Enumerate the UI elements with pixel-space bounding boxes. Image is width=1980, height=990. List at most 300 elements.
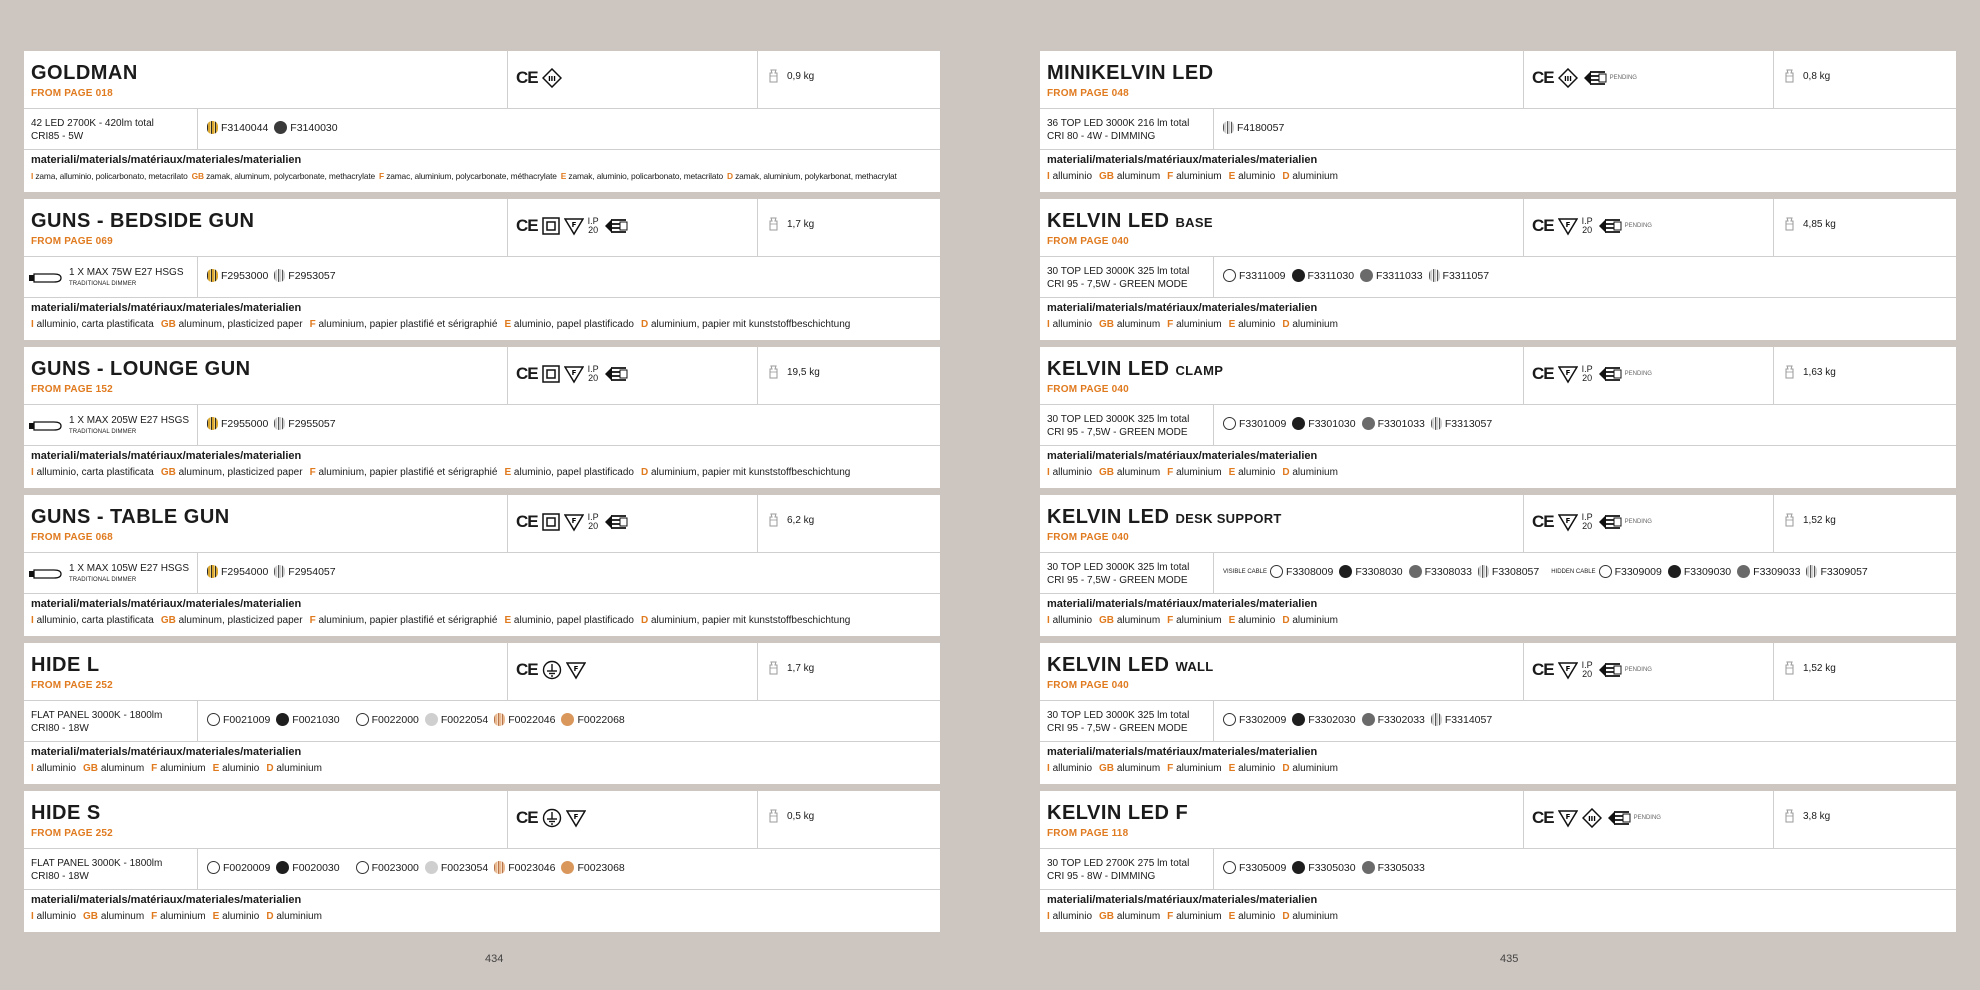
finish-options <box>207 417 342 430</box>
from-page-link[interactable]: FROM PAGE 040 <box>1047 384 1129 395</box>
finish-option[interactable] <box>494 861 555 874</box>
language-code: D <box>266 911 274 922</box>
product-name <box>1047 507 1282 529</box>
finish-option[interactable] <box>1292 417 1355 430</box>
material-text: aluminio <box>1238 319 1276 330</box>
finish-swatch-black <box>1668 565 1681 578</box>
spec-line-1: 1 X MAX 105W E27 HSGS <box>69 563 190 574</box>
finish-swatch-white <box>1223 269 1236 282</box>
language-code: GB <box>1099 171 1115 182</box>
svg-text:F: F <box>571 517 577 525</box>
finish-option[interactable] <box>1270 565 1333 578</box>
from-page-link[interactable]: FROM PAGE 069 <box>31 236 113 247</box>
material-text: aluminium <box>1176 171 1222 182</box>
ce-mark-icon: CE <box>1532 660 1554 679</box>
materials-row <box>24 890 940 932</box>
from-page-link[interactable]: FROM PAGE 018 <box>31 88 113 99</box>
finish-code: F3308030 <box>1355 565 1403 578</box>
finish-option[interactable] <box>1223 861 1286 874</box>
finish-swatch-stripe-copper <box>494 861 505 874</box>
finish-option[interactable] <box>274 269 335 282</box>
cert-pending-label: PENDING <box>1633 815 1661 821</box>
ce-mark-icon: CE <box>1532 512 1554 531</box>
finish-option[interactable] <box>356 713 419 726</box>
weight-icon <box>769 809 778 823</box>
svg-text:F: F <box>1565 665 1571 673</box>
materials-list <box>31 171 901 181</box>
light-spec <box>31 117 154 143</box>
materials-title: materiali/materials/matériaux/materiales/materialien <box>31 746 302 758</box>
cert-pending-label: PENDING <box>1624 519 1652 525</box>
finish-option[interactable] <box>276 861 339 874</box>
spec-line-1: FLAT PANEL 3000K - 1800lm <box>31 710 163 721</box>
finish-option[interactable] <box>274 121 337 134</box>
product-header <box>1040 199 1956 257</box>
spec-box <box>1040 553 1214 593</box>
spec-box <box>1040 701 1214 741</box>
material-text: aluminium, papier mit kunststoffbeschichtung <box>651 467 851 478</box>
material-entry <box>561 171 723 181</box>
weight <box>1785 217 1836 231</box>
product-card-minikelvin-led <box>1040 51 1956 192</box>
language-code: I <box>31 467 34 478</box>
language-code: D <box>1282 615 1290 626</box>
finish-code: F3313057 <box>1444 417 1493 430</box>
language-code: I <box>31 911 34 922</box>
material-entry <box>213 911 260 922</box>
material-entry <box>504 467 634 478</box>
product-card-kelvin-led-clamp <box>1040 347 1956 488</box>
ce-mark-icon: CE <box>516 808 538 827</box>
finish-option[interactable] <box>425 861 488 874</box>
material-entry <box>727 171 897 181</box>
finish-option[interactable] <box>207 713 270 726</box>
class-ii-icon <box>542 512 560 532</box>
spec-line-2: CRI 95 - 7,5W - GREEN MODE <box>1047 279 1188 290</box>
finish-swatch-stripe-silver <box>1431 713 1442 726</box>
finish-swatch-white <box>1223 861 1236 874</box>
finish-option[interactable] <box>1339 565 1402 578</box>
materials-title: materiali/materials/matériaux/materiales/materialien <box>1047 302 1318 314</box>
product-name-text: HIDE L <box>31 654 100 676</box>
weight-icon <box>1785 217 1794 231</box>
ce-mark-icon: CE <box>516 364 538 383</box>
material-text: aluminium <box>276 911 322 922</box>
spec-line-1: 1 X MAX 205W E27 HSGS <box>69 415 190 426</box>
finish-option[interactable] <box>1223 713 1286 726</box>
light-spec <box>31 857 162 883</box>
material-text: alluminio <box>1052 911 1093 922</box>
language-code: I <box>31 171 34 181</box>
weight <box>769 365 820 379</box>
product-name <box>31 655 100 677</box>
product-card-kelvin-led-desk-support <box>1040 495 1956 636</box>
materials-row <box>1040 150 1956 192</box>
class-ii-icon <box>542 364 560 384</box>
product-card-hide-l <box>24 643 940 784</box>
material-entry <box>1047 911 1092 922</box>
material-entry <box>504 615 634 626</box>
materials-row <box>1040 890 1956 932</box>
finish-option[interactable] <box>356 861 419 874</box>
material-text: alluminio, carta plastificata <box>36 467 154 478</box>
finish-option[interactable] <box>1409 565 1472 578</box>
finish-option[interactable] <box>1292 269 1355 282</box>
finish-swatch-grey <box>1362 861 1375 874</box>
product-name-text: KELVIN LED <box>1047 210 1170 232</box>
ip20-icon: I.P 20 <box>587 216 599 235</box>
page-number-left: 434 <box>485 953 504 965</box>
cert-pending-label: PENDING <box>1624 223 1652 229</box>
finish-option[interactable] <box>207 121 268 134</box>
finish-option[interactable] <box>276 713 339 726</box>
weight <box>1785 809 1830 823</box>
finish-option[interactable] <box>274 417 335 430</box>
material-text: zamak, aluminium, polykarbonat, methacrylat <box>735 171 897 181</box>
materials-title: materiali/materials/matériaux/materiales/materialien <box>1047 598 1318 610</box>
product-name-text: MINIKELVIN LED <box>1047 62 1214 84</box>
bulb-icon <box>28 568 62 580</box>
finish-code: F2955000 <box>221 417 269 430</box>
material-text: aluminio, papel plastificado <box>513 615 634 626</box>
weight <box>769 513 814 527</box>
product-spec-row <box>1040 701 1956 742</box>
language-code: E <box>1228 615 1236 626</box>
finish-swatch-white <box>1270 565 1283 578</box>
finish-option[interactable] <box>1360 269 1423 282</box>
finish-swatch-dark <box>274 121 287 134</box>
f-mark-icon <box>1558 660 1578 680</box>
finish-swatch-white <box>207 861 220 874</box>
finish-option[interactable] <box>207 861 270 874</box>
finish-option[interactable] <box>561 861 624 874</box>
finish-option[interactable] <box>274 565 335 578</box>
material-text: aluminium, papier plastifié et sérigraphié <box>318 319 498 330</box>
material-entry <box>1167 911 1221 922</box>
f-mark-icon <box>564 512 584 532</box>
from-page-link[interactable]: FROM PAGE 252 <box>31 828 113 839</box>
material-text: aluminium <box>276 763 322 774</box>
material-entry <box>1167 615 1221 626</box>
product-name-text: KELVIN LED <box>1047 506 1170 528</box>
language-code: F <box>1167 171 1174 182</box>
finish-option[interactable] <box>1362 417 1425 430</box>
finish-swatch-grey <box>1362 713 1375 726</box>
materials-title: materiali/materials/matériaux/materiales/materialien <box>1047 746 1318 758</box>
from-page-link[interactable]: FROM PAGE 040 <box>1047 680 1129 691</box>
language-code: D <box>640 467 649 478</box>
finish-option[interactable] <box>1223 269 1286 282</box>
energy-label-icon <box>1582 68 1608 88</box>
ip20-icon: I.P 20 <box>1581 216 1593 235</box>
finish-option[interactable] <box>1737 565 1800 578</box>
finish-option[interactable] <box>425 713 488 726</box>
product-name-text: GUNS - TABLE GUN <box>31 506 230 528</box>
product-header <box>1040 791 1956 849</box>
material-entry <box>151 911 205 922</box>
from-page-link[interactable]: FROM PAGE 040 <box>1047 532 1129 543</box>
finish-swatch-black <box>1292 417 1305 430</box>
finish-swatch-lightgrey <box>425 713 438 726</box>
finish-swatch-white <box>356 861 369 874</box>
ip20-icon: I.P 20 <box>1581 364 1593 383</box>
cable-type-label: HIDDEN CABLE <box>1551 568 1596 575</box>
product-card-kelvin-led-wall <box>1040 643 1956 784</box>
finish-options <box>1223 417 1498 430</box>
language-code: E <box>1228 911 1236 922</box>
finish-code: F3301030 <box>1308 417 1356 430</box>
material-text: aluminio <box>222 911 260 922</box>
weight-icon <box>769 217 778 231</box>
weight-value: 6,2 kg <box>787 514 815 526</box>
materials-list <box>1047 319 1345 330</box>
material-text: aluminium, papier mit kunststoffbeschichtung <box>651 615 851 626</box>
finish-swatch-stripe-silver <box>1478 565 1489 578</box>
material-entry <box>31 911 76 922</box>
product-name-suffix: WALL <box>1175 659 1214 674</box>
from-page-link[interactable]: FROM PAGE 068 <box>31 532 113 543</box>
finish-options <box>1223 861 1431 874</box>
material-text: aluminum, plasticized paper <box>178 467 303 478</box>
materials-row <box>1040 298 1956 340</box>
material-entry <box>1099 911 1160 922</box>
weight <box>1785 513 1836 527</box>
certifications <box>507 791 758 848</box>
product-header <box>1040 643 1956 701</box>
finish-code: F3311057 <box>1442 269 1490 282</box>
material-entry <box>1047 319 1092 330</box>
product-header <box>24 347 940 405</box>
svg-text:F: F <box>573 665 579 673</box>
material-text: alluminio, carta plastificata <box>36 615 154 626</box>
certifications <box>507 199 758 256</box>
material-text: aluminium <box>1176 319 1222 330</box>
language-code: D <box>1282 911 1290 922</box>
finish-option[interactable] <box>1599 565 1662 578</box>
finish-options <box>1223 565 1874 578</box>
weight-value: 0,9 kg <box>787 70 815 82</box>
finish-swatch-grey <box>1360 269 1373 282</box>
product-card-guns-lounge-gun <box>24 347 940 488</box>
material-entry <box>266 763 322 774</box>
product-spec-row <box>24 553 940 594</box>
finish-code: F3308033 <box>1424 565 1472 578</box>
ip20-icon: I.P 20 <box>1581 512 1593 531</box>
spec-box <box>24 553 198 593</box>
language-code: E <box>504 615 512 626</box>
material-text: aluminum, plasticized paper <box>178 615 303 626</box>
finish-code: F3140030 <box>290 121 338 134</box>
product-spec-row <box>1040 257 1956 298</box>
language-code: E <box>504 319 512 330</box>
finish-option[interactable] <box>1429 269 1490 282</box>
finish-code: F3301009 <box>1239 417 1287 430</box>
materials-list <box>1047 911 1345 922</box>
finish-swatch-black <box>1339 565 1352 578</box>
language-code: I <box>31 615 34 626</box>
svg-text:F: F <box>1565 517 1571 525</box>
finish-swatch-black <box>1292 713 1305 726</box>
certifications <box>507 347 758 404</box>
finish-swatch-stripe-gold <box>207 121 218 134</box>
language-code: E <box>560 171 567 181</box>
language-code: F <box>151 911 158 922</box>
finish-option[interactable] <box>1362 713 1425 726</box>
product-header <box>24 199 940 257</box>
weight-icon <box>769 365 778 379</box>
language-code: D <box>266 763 274 774</box>
language-code: GB <box>1099 615 1115 626</box>
from-page-link[interactable]: FROM PAGE 252 <box>31 680 113 691</box>
spec-line-2: CRI 95 - 7,5W - GREEN MODE <box>1047 427 1188 438</box>
energy-label-icon <box>1597 364 1623 384</box>
finish-option[interactable] <box>1292 861 1355 874</box>
product-header <box>24 643 940 701</box>
spec-box <box>24 701 198 741</box>
material-entry <box>1099 319 1160 330</box>
product-header <box>1040 51 1956 109</box>
language-code: D <box>640 319 649 330</box>
material-entry <box>192 171 375 181</box>
ce-mark-icon: CE <box>516 216 538 235</box>
from-page-link[interactable]: FROM PAGE 152 <box>31 384 113 395</box>
material-entry <box>161 467 303 478</box>
material-entry <box>161 615 303 626</box>
material-entry <box>1229 171 1276 182</box>
spec-box <box>1040 405 1214 445</box>
language-code: F <box>1167 763 1174 774</box>
language-code: E <box>1228 467 1236 478</box>
materials-row <box>24 298 940 340</box>
material-text: aluminium <box>1176 911 1222 922</box>
product-name <box>1047 63 1214 85</box>
materials-list <box>1047 615 1345 626</box>
material-text: alluminio <box>1052 763 1093 774</box>
finish-swatch-black <box>276 713 289 726</box>
materials-row <box>24 446 940 488</box>
spec-line-1: 30 TOP LED 3000K 325 lm total <box>1047 266 1190 277</box>
finish-option[interactable] <box>1668 565 1731 578</box>
finish-option[interactable] <box>561 713 624 726</box>
finish-option[interactable] <box>207 417 268 430</box>
class-ii-icon <box>542 216 560 236</box>
finish-option[interactable] <box>1223 417 1286 430</box>
material-text: aluminum <box>1116 911 1161 922</box>
f-mark-icon <box>564 364 584 384</box>
language-code: E <box>1228 763 1236 774</box>
product-name-text: GUNS - BEDSIDE GUN <box>31 210 255 232</box>
language-code: GB <box>83 763 99 774</box>
material-text: aluminum <box>1116 763 1161 774</box>
spec-line-2: CRI80 - 18W <box>31 723 89 734</box>
material-entry <box>83 911 144 922</box>
finish-code: F0023054 <box>440 861 489 874</box>
material-text: aluminium, papier mit kunststoffbeschichtung <box>651 319 851 330</box>
material-entry <box>151 763 205 774</box>
product-spec-row <box>1040 553 1956 594</box>
material-text: aluminium, papier plastifié et sérigraphié <box>318 467 498 478</box>
finish-option[interactable] <box>1431 713 1492 726</box>
language-code: F <box>309 467 316 478</box>
product-spec-row <box>24 849 940 890</box>
finish-code: F0023068 <box>577 861 625 874</box>
language-code: E <box>1228 319 1236 330</box>
finish-code: F3305033 <box>1377 861 1425 874</box>
finish-swatch-stripe-copper <box>494 713 505 726</box>
from-page-link[interactable]: FROM PAGE 118 <box>1047 828 1129 839</box>
material-text: aluminio, papel plastificado <box>513 319 634 330</box>
product-name <box>1047 803 1188 825</box>
language-code: D <box>1282 763 1290 774</box>
finish-code: F3311030 <box>1307 269 1355 282</box>
product-spec-row <box>24 405 940 446</box>
material-entry <box>310 615 498 626</box>
product-name-suffix: CLAMP <box>1175 363 1224 378</box>
material-entry <box>641 319 850 330</box>
finish-option[interactable] <box>1223 121 1284 134</box>
finish-option[interactable] <box>1478 565 1539 578</box>
finish-swatch-grey <box>1409 565 1422 578</box>
material-entry <box>641 615 850 626</box>
material-text: aluminio <box>222 763 260 774</box>
energy-label-icon <box>1606 808 1632 828</box>
language-code: I <box>1047 171 1050 182</box>
earth-ground-icon <box>542 660 562 680</box>
finish-code: F2954057 <box>288 565 336 578</box>
finish-code: F2955057 <box>288 417 336 430</box>
light-spec <box>69 266 184 289</box>
material-text: aluminio <box>1238 615 1276 626</box>
product-card-guns-bedside-gun <box>24 199 940 340</box>
finish-option[interactable] <box>207 565 268 578</box>
materials-row <box>1040 742 1956 784</box>
finish-option[interactable] <box>1806 565 1867 578</box>
finish-option[interactable] <box>1362 861 1425 874</box>
finish-option[interactable] <box>1292 713 1355 726</box>
finish-code: F3309057 <box>1820 565 1868 578</box>
finish-code: F0021030 <box>292 713 340 726</box>
svg-text:III: III <box>547 75 556 83</box>
product-header <box>24 51 940 109</box>
svg-text:F: F <box>573 813 579 821</box>
materials-row <box>24 594 940 636</box>
from-page-link[interactable]: FROM PAGE 040 <box>1047 236 1129 247</box>
material-text: alluminio <box>1052 171 1093 182</box>
finish-option[interactable] <box>494 713 555 726</box>
from-page-link[interactable]: FROM PAGE 048 <box>1047 88 1129 99</box>
svg-text:F: F <box>1565 221 1571 229</box>
weight <box>769 809 814 823</box>
finish-swatch-black <box>1292 861 1305 874</box>
ce-mark-icon: CE <box>516 512 538 531</box>
cable-type-label: VISIBLE CABLE <box>1223 568 1268 575</box>
material-entry <box>1047 171 1092 182</box>
finish-option[interactable] <box>207 269 268 282</box>
finish-option[interactable] <box>1431 417 1492 430</box>
product-name <box>31 803 101 825</box>
materials-list <box>31 763 329 774</box>
finish-swatch-black <box>1292 269 1305 282</box>
energy-label-icon <box>1597 216 1623 236</box>
language-code: I <box>1047 763 1050 774</box>
materials-title: materiali/materials/matériaux/materiales/materialien <box>1047 450 1318 462</box>
materials-row <box>24 150 940 192</box>
material-entry <box>83 763 144 774</box>
product-name <box>1047 655 1214 677</box>
finish-swatch-white <box>1599 565 1612 578</box>
f-mark-icon <box>1558 512 1578 532</box>
finish-code: F3308009 <box>1286 565 1334 578</box>
